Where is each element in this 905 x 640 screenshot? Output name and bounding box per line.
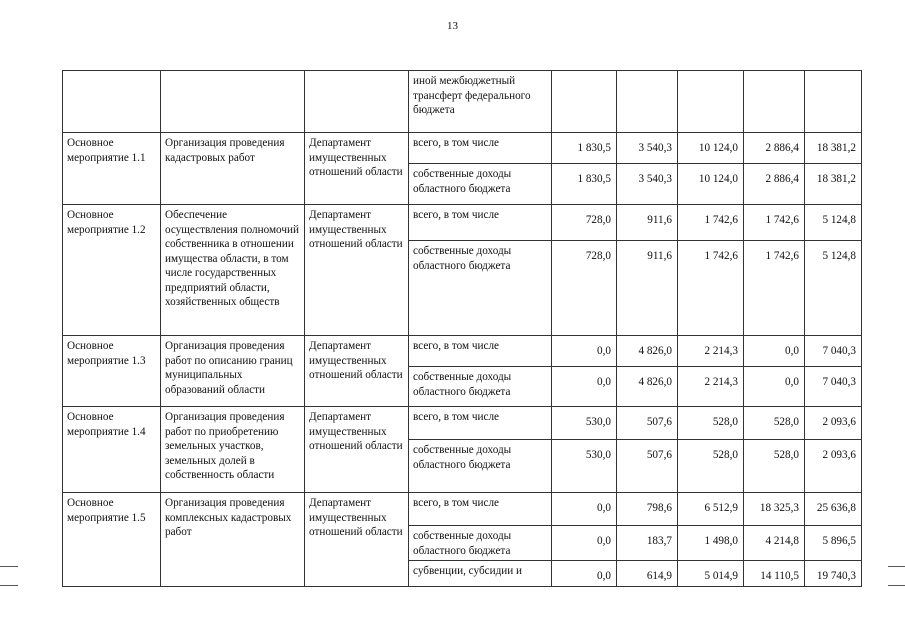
- funding-source-cell: иной межбюджетный трансферт федерального бюджета: [409, 71, 552, 133]
- executor-cell: Департамент имущественных отношений области: [305, 205, 409, 336]
- total-cell: 5 124,8: [805, 205, 862, 241]
- value-cell: 1 830,5: [552, 164, 617, 205]
- measure-code-cell: Основное мероприятие 1.3: [63, 336, 161, 407]
- funding-source-cell: собственные доходы областного бюджета: [409, 164, 552, 205]
- total-cell: 18 381,2: [805, 133, 862, 164]
- value-cell: 0,0: [552, 493, 617, 526]
- value-cell: 4 826,0: [617, 336, 678, 367]
- executor-cell: Департамент имущественных отношений области: [305, 336, 409, 407]
- total-cell: 25 636,8: [805, 493, 862, 526]
- total-cell: 7 040,3: [805, 336, 862, 367]
- funding-source-cell: всего, в том числе: [409, 205, 552, 241]
- measure-name-cell: Обеспечение осуществления полномочий собственника в отношении имущества области, в том числе государственных предприятий области, хозяйственных обществ: [161, 205, 305, 336]
- value-cell: 507,6: [617, 440, 678, 493]
- measure-name-cell: Организация проведения комплексных кадастровых работ: [161, 493, 305, 587]
- value-cell: 1 742,6: [678, 205, 744, 241]
- value-cell: 0,0: [552, 526, 617, 561]
- measure-code-cell: Основное мероприятие 1.2: [63, 205, 161, 336]
- value-cell: 1 498,0: [678, 526, 744, 561]
- value-cell: 2 886,4: [744, 164, 805, 205]
- value-cell: 530,0: [552, 407, 617, 440]
- value-cell: 14 110,5: [744, 561, 805, 587]
- value-cell: 6 512,9: [678, 493, 744, 526]
- value-cell: 798,6: [617, 493, 678, 526]
- funding-source-cell: всего, в том числе: [409, 336, 552, 367]
- value-cell: 183,7: [617, 526, 678, 561]
- value-cell: 3 540,3: [617, 133, 678, 164]
- funding-source-cell: собственные доходы областного бюджета: [409, 241, 552, 336]
- value-cell: 4 826,0: [617, 367, 678, 407]
- value-cell: 528,0: [744, 407, 805, 440]
- page-number: 13: [447, 20, 458, 32]
- value-cell: 528,0: [678, 440, 744, 493]
- value-cell: 3 540,3: [617, 164, 678, 205]
- funding-source-cell: всего, в том числе: [409, 493, 552, 526]
- measure-name-cell: Организация проведения работ по описанию границ муниципальных образований области: [161, 336, 305, 407]
- measure-code-cell: Основное мероприятие 1.4: [63, 407, 161, 493]
- executor-cell: Департамент имущественных отношений области: [305, 133, 409, 205]
- funding-source-cell: собственные доходы областного бюджета: [409, 440, 552, 493]
- value-cell: 0,0: [744, 367, 805, 407]
- total-cell: 2 093,6: [805, 407, 862, 440]
- value-cell: [678, 71, 744, 133]
- value-cell: 528,0: [678, 407, 744, 440]
- value-cell: 10 124,0: [678, 133, 744, 164]
- value-cell: [744, 71, 805, 133]
- executor-cell: Департамент имущественных отношений области: [305, 407, 409, 493]
- value-cell: 2 214,3: [678, 367, 744, 407]
- total-cell: 5 896,5: [805, 526, 862, 561]
- budget-table: [62, 70, 862, 587]
- value-cell: 507,6: [617, 407, 678, 440]
- value-cell: 0,0: [552, 336, 617, 367]
- funding-source-cell: собственные доходы областного бюджета: [409, 526, 552, 561]
- value-cell: 1 742,6: [744, 205, 805, 241]
- measure-code-cell: [63, 71, 161, 133]
- value-cell: 18 325,3: [744, 493, 805, 526]
- value-cell: [617, 71, 678, 133]
- executor-cell: [305, 71, 409, 133]
- total-cell: 18 381,2: [805, 164, 862, 205]
- total-cell: 19 740,3: [805, 561, 862, 587]
- table-row: [63, 493, 862, 526]
- value-cell: 0,0: [552, 561, 617, 587]
- total-cell: 7 040,3: [805, 367, 862, 407]
- value-cell: 1 830,5: [552, 133, 617, 164]
- value-cell: 528,0: [744, 440, 805, 493]
- value-cell: 911,6: [617, 241, 678, 336]
- funding-source-cell: всего, в том числе: [409, 133, 552, 164]
- value-cell: 0,0: [552, 367, 617, 407]
- total-cell: 5 124,8: [805, 241, 862, 336]
- value-cell: 614,9: [617, 561, 678, 587]
- measure-name-cell: Организация проведения работ по приобретению земельных участков, земельных долей в собственность области: [161, 407, 305, 493]
- table-row: [63, 205, 862, 241]
- value-cell: 5 014,9: [678, 561, 744, 587]
- value-cell: 2 214,3: [678, 336, 744, 367]
- value-cell: 0,0: [744, 336, 805, 367]
- measure-name-cell: [161, 71, 305, 133]
- margin-mark-right: [888, 566, 905, 586]
- value-cell: 10 124,0: [678, 164, 744, 205]
- margin-mark-left: [0, 566, 18, 586]
- measure-code-cell: Основное мероприятие 1.5: [63, 493, 161, 587]
- value-cell: 2 886,4: [744, 133, 805, 164]
- funding-source-cell: всего, в том числе: [409, 407, 552, 440]
- value-cell: 728,0: [552, 205, 617, 241]
- value-cell: [552, 71, 617, 133]
- table-row: [63, 71, 862, 133]
- value-cell: 530,0: [552, 440, 617, 493]
- value-cell: 1 742,6: [744, 241, 805, 336]
- value-cell: 1 742,6: [678, 241, 744, 336]
- value-cell: 911,6: [617, 205, 678, 241]
- funding-source-cell: субвенции, субсидии и: [409, 561, 552, 587]
- executor-cell: Департамент имущественных отношений области: [305, 493, 409, 587]
- value-cell: 4 214,8: [744, 526, 805, 561]
- measure-name-cell: Организация проведения кадастровых работ: [161, 133, 305, 205]
- table-row: [63, 336, 862, 367]
- value-cell: 728,0: [552, 241, 617, 336]
- table-row: [63, 407, 862, 440]
- table-row: [63, 133, 862, 164]
- total-cell: 2 093,6: [805, 440, 862, 493]
- funding-source-cell: собственные доходы областного бюджета: [409, 367, 552, 407]
- total-cell: [805, 71, 862, 133]
- measure-code-cell: Основное мероприятие 1.1: [63, 133, 161, 205]
